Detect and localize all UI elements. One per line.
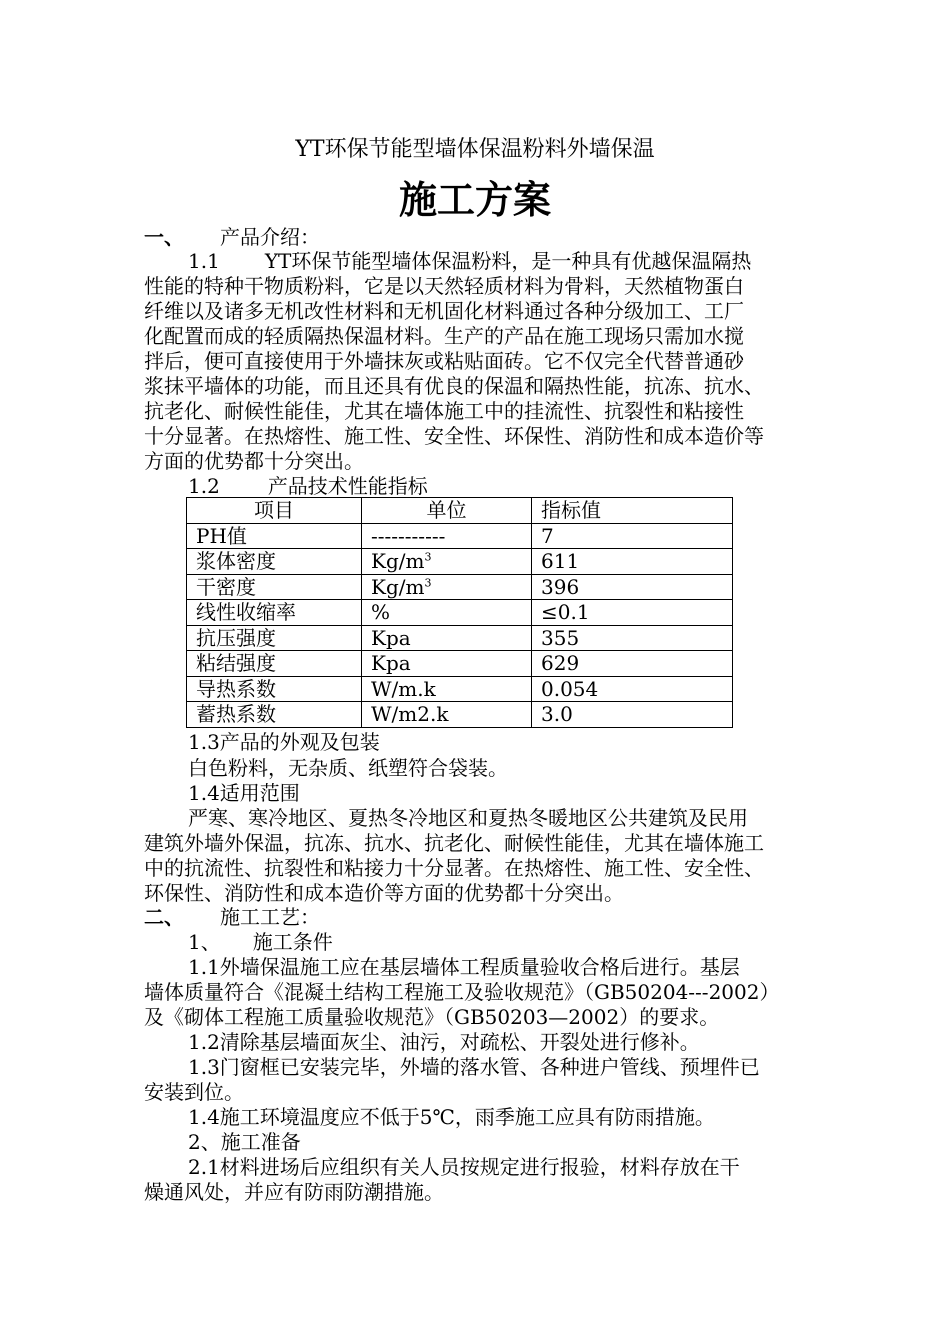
table-cell-item: 粘结强度: [187, 651, 362, 677]
table-row: [187, 651, 733, 677]
p1-1-line-8: 方面的优势都十分突出。: [144, 449, 364, 473]
item1-2: 1.2清除基层墙面灰尘、油污，对疏松、开裂处进行修补。: [188, 1030, 700, 1054]
table-row: [187, 549, 733, 575]
table-cell-unit: -----------: [362, 523, 532, 549]
document-title: 施工方案: [398, 177, 551, 222]
table-header-row: [187, 498, 733, 524]
p1-1-line-3: 化配置而成的轻质隔热保温材料。生产的产品在施工现场只需加水搅: [144, 324, 744, 348]
table-row: [187, 600, 733, 626]
section1-heading: [144, 225, 806, 250]
table-cell-item: 抗压强度: [187, 625, 362, 651]
table-cell-unit: $Kg/m^3$: [362, 574, 532, 600]
table-cell-unit: Kpa: [362, 651, 532, 677]
p1-4-line-1: 建筑外墙外保温，抗冻、抗水、抗老化、耐候性能佳，尤其在墙体施工: [144, 831, 764, 855]
table-header-cell: 项目: [187, 498, 362, 524]
p1-1-line-4: 拌后，便可直接使用于外墙抹灰或粘贴面砖。它不仅完全代替普通砂: [144, 349, 744, 373]
p1-3-text: 白色粉料，无杂质、纸塑符合袋装。: [188, 756, 508, 780]
section2-number: 二、: [144, 905, 184, 929]
table-cell-item: 浆体密度: [187, 549, 362, 575]
item1-3-line-0: 1.3门窗框已安装完毕，外墙的落水管、各种进户管线、预埋件已: [188, 1055, 760, 1079]
item1-3-line-1: 安装到位。: [144, 1080, 244, 1104]
section2-heading: [144, 905, 806, 930]
table-row: [187, 625, 733, 651]
p1-4-line-0: 严寒、寒冷地区、夏热冬冷地区和夏热冬暖地区公共建筑及民用: [188, 806, 748, 830]
table-cell-value: 0.054: [532, 676, 733, 702]
table-cell-value: 355: [532, 625, 733, 651]
table-row: [187, 523, 733, 549]
item2-1-line-0: 2.1材料进场后应组织有关人员按规定进行报验，材料存放在干: [188, 1155, 740, 1179]
table-cell-item: 导热系数: [187, 676, 362, 702]
table-cell-value: 7: [532, 523, 733, 549]
sub1-heading: 1、 施工条件: [188, 930, 333, 954]
item1-1-line-0: 1.1外墙保温施工应在基层墙体工程质量验收合格后进行。基层: [188, 955, 740, 979]
p1-3-heading: 1.3产品的外观及包装: [188, 730, 380, 754]
table-row: [187, 702, 733, 728]
item2-1-line-1: 燥通风处，并应有防雨防潮措施。: [144, 1180, 444, 1204]
table-cell-item: PH值: [187, 523, 362, 549]
p1-1-number: 1.1: [188, 249, 220, 273]
table-header-cell: 指标值: [532, 498, 733, 524]
p1-1-line-6: 抗老化、耐候性能佳，尤其在墙体施工中的挂流性、抗裂性和粘接性: [144, 399, 744, 423]
table-cell-unit: W/m.k: [362, 676, 532, 702]
document-subtitle: YT环保节能型墙体保温粉料外墙保温: [295, 137, 655, 162]
table-cell-unit: W/m2.k: [362, 702, 532, 728]
section2-title: 施工工艺：: [220, 905, 320, 929]
table-cell-value: ≤0.1: [532, 600, 733, 626]
table-cell-value: 396: [532, 574, 733, 600]
table-header-cell: 单位: [362, 498, 532, 524]
p1-1-line-5: 浆抹平墙体的功能，而且还具有优良的保温和隔热性能，抗冻、抗水、: [144, 374, 764, 398]
item1-1-line-2: 及《砌体工程施工质量验收规范》（GB50203—2002）的要求。: [144, 1005, 720, 1029]
p1-4-line-2: 中的抗流性、抗裂性和粘接力十分显著。在热熔性、施工性、安全性、: [144, 856, 764, 880]
section1-title: 产品介绍：: [220, 225, 320, 249]
sub2-heading: 2、施工准备: [188, 1130, 301, 1154]
table-cell-value: 3.0: [532, 702, 733, 728]
table-cell-unit: %: [362, 600, 532, 626]
p1-1-line-2: 纤维以及诸多无机改性材料和无机固化材料通过各种分级加工、工厂: [144, 299, 744, 323]
item1-1-line-1: 墙体质量符合《混凝土结构工程施工及验收规范》（GB50204---2002）: [144, 980, 780, 1004]
p1-1-line-1: 性能的特种干物质粉料，它是以天然轻质材料为骨料，天然植物蛋白: [144, 274, 744, 298]
table-cell-unit: Kpa: [362, 625, 532, 651]
p1-4-heading: 1.4适用范围: [188, 781, 300, 805]
table-row: [187, 574, 733, 600]
p1-2-heading: 1.2 产品技术性能指标: [188, 474, 428, 498]
table-cell-item: 蓄热系数: [187, 702, 362, 728]
p1-1-line-0: 1.1 YT环保节能型墙体保温粉料，是一种具有优越保温隔热: [188, 249, 752, 273]
table-cell-item: 干密度: [187, 574, 362, 600]
spec-table: [186, 497, 733, 728]
table-cell-value: 611: [532, 549, 733, 575]
p1-1-line-7: 十分显著。在热熔性、施工性、安全性、环保性、消防性和成本造价等: [144, 424, 764, 448]
table-cell-value: 629: [532, 651, 733, 677]
section1-number: 一、: [144, 225, 184, 249]
table-row: [187, 676, 733, 702]
table-cell-item: 线性收缩率: [187, 600, 362, 626]
item1-4: 1.4施工环境温度应不低于5℃，雨季施工应具有防雨措施。: [188, 1105, 715, 1129]
p1-4-line-3: 环保性、消防性和成本造价等方面的优势都十分突出。: [144, 881, 624, 905]
table-cell-unit: $Kg/m^3$: [362, 549, 532, 575]
